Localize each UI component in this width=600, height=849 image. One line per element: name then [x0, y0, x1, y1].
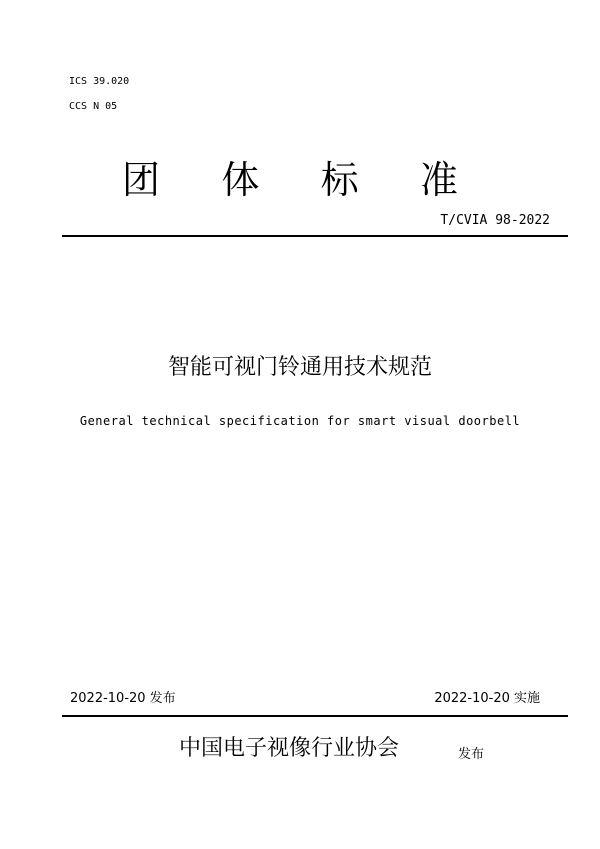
ccs-code: CCS N 05: [69, 101, 118, 112]
standard-type-char: 团: [122, 158, 161, 202]
standard-type-heading: [122, 158, 458, 202]
ics-code: ICS 39.020: [69, 76, 130, 87]
issuer-name: 中国电子视像行业协会: [179, 736, 400, 761]
chinese-title: 智能可视门铃通用技术规范: [167, 355, 432, 380]
english-title: General technical specification for smart visual doorbell: [79, 414, 521, 428]
standard-type-char: 准: [419, 158, 458, 202]
implement-date: 2022-10-20 实施: [434, 691, 540, 706]
issuer-action: 发布: [458, 747, 485, 762]
bottom-divider: [62, 715, 568, 717]
standard-type-char: 标: [320, 158, 359, 202]
standard-type-char: 体: [221, 158, 260, 202]
standard-number: T/CVIA 98-2022: [440, 213, 550, 228]
publish-date: 2022-10-20 发布: [70, 691, 176, 706]
top-divider: [62, 235, 568, 237]
